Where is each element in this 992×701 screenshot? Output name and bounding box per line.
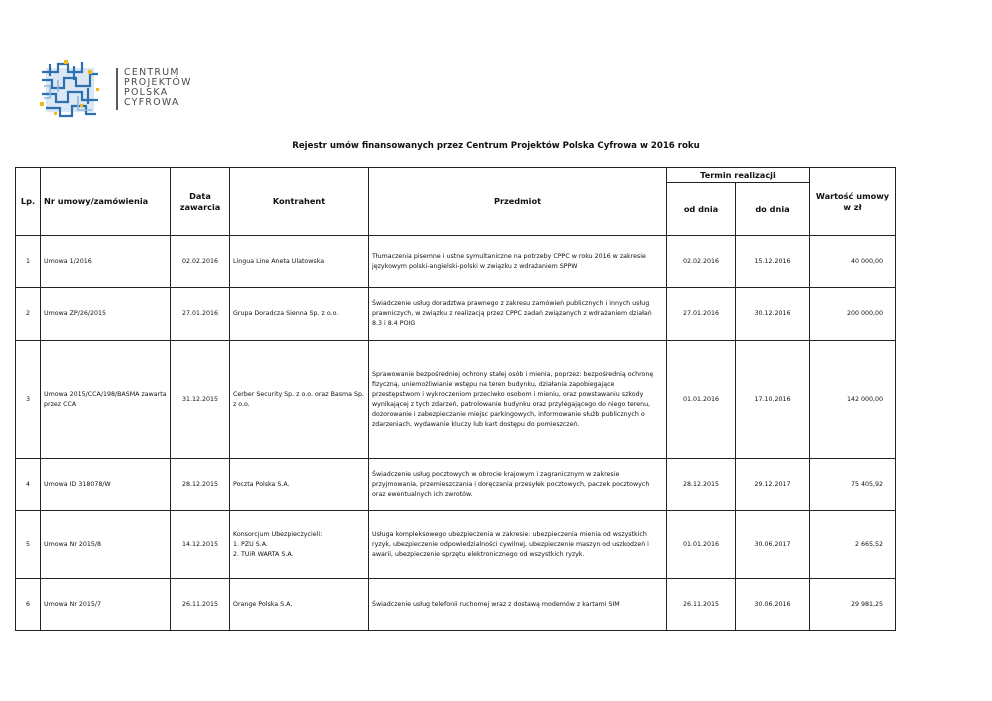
cell-do: 30.06.2016 (736, 579, 810, 631)
cell-do: 17.10.2016 (736, 341, 810, 459)
header-od: od dnia (667, 183, 736, 236)
header-przedmiot: Przedmiot (369, 168, 667, 236)
cell-od: 26.11.2015 (667, 579, 736, 631)
cell-od: 28.12.2015 (667, 459, 736, 511)
kontrahent-line: Konsorcjum Ubezpieczycieli: (233, 530, 323, 538)
cell-do: 30.12.2016 (736, 288, 810, 341)
cell-przedmiot: Świadczenie usług pocztowych w obrocie krajowym i zagranicznym w zakresie przyjmowania, przemieszczania i doręczania przesyłek pocztowych, paczek pocztowych oraz ewentualnych ich zwrotów. (369, 459, 667, 511)
cell-lp: 3 (16, 341, 41, 459)
cell-kontrahent: Orange Polska S.A. (230, 579, 369, 631)
header-wartosc: Wartość umowy w zł (810, 168, 896, 236)
table-row (16, 288, 896, 341)
cell-kontrahent: Grupa Doradcza Sienna Sp. z o.o. (230, 288, 369, 341)
cell-nr: Umowa ID 318078/W (41, 459, 171, 511)
logo-line: POLSKA (124, 87, 169, 98)
logo (38, 58, 218, 120)
cell-przedmiot: Świadczenie usług telefonii ruchomej wraz z dostawą modemów z kartami SIM (369, 579, 667, 631)
cell-lp: 1 (16, 236, 41, 288)
cell-kontrahent (230, 511, 369, 579)
logo-line: CENTRUM (124, 67, 180, 78)
header-nr: Nr umowy/zamówienia (41, 168, 171, 236)
cell-wartosc: 75 405,92 (810, 459, 896, 511)
header-termin: Termin realizacji (667, 168, 810, 183)
cell-kontrahent: Poczta Polska S.A. (230, 459, 369, 511)
cell-kontrahent: Cerber Security Sp. z o.o. oraz Basma Sp. z o.o. (230, 341, 369, 459)
table-row (16, 459, 896, 511)
cell-nr: Umowa 1/2016 (41, 236, 171, 288)
cell-od: 01.01.2016 (667, 341, 736, 459)
cell-nr: Umowa Nr 2015/8 (41, 511, 171, 579)
cell-wartosc: 2 665,52 (810, 511, 896, 579)
cell-przedmiot: Sprawowanie bezpośredniej ochrony stałej osób i mienia, poprzez: bezpośrednią ochronę fizyczną, uniemożliwianie wstępu na teren budynku, działania zapobiegające przestępstwom i wykroczeniom przeciwko osobom i mieniu, oraz powstawaniu szkody wynikającej z tych zdarzeń, patrolowanie budynku oraz przylegającego do niego terenu, dozorowanie i zabezpieczanie miejsc parkingowych, informowanie służb publicznych o zdarzeniach, wydawanie kluczy lub kart dostępu do pomieszczeń. (369, 341, 667, 459)
cell-kontrahent: Lingua Line Aneta Ulatowska (230, 236, 369, 288)
table-row (16, 236, 896, 288)
table-row (16, 511, 896, 579)
cell-nr: Umowa Nr 2015/7 (41, 579, 171, 631)
cell-data: 14.12.2015 (171, 511, 230, 579)
table-row (16, 579, 896, 631)
cell-wartosc: 29 981,25 (810, 579, 896, 631)
cell-do: 29.12.2017 (736, 459, 810, 511)
cell-data: 27.01.2016 (171, 288, 230, 341)
header-data: Data zawarcia (171, 168, 230, 236)
header-kontrahent: Kontrahent (230, 168, 369, 236)
cell-lp: 2 (16, 288, 41, 341)
cell-nr: Umowa ZP/26/2015 (41, 288, 171, 341)
contracts-table (15, 167, 896, 631)
document-title: Rejestr umów finansowanych przez Centrum Projektów Polska Cyfrowa w 2016 roku (292, 141, 700, 151)
cell-data: 31.12.2015 (171, 341, 230, 459)
cell-do: 15.12.2016 (736, 236, 810, 288)
cell-lp: 5 (16, 511, 41, 579)
logo-line: CYFROWA (124, 97, 180, 108)
kontrahent-line: 2. TUiR WARTA S.A. (233, 550, 294, 558)
logo-divider (116, 68, 118, 110)
cell-przedmiot: Tłumaczenia pisemne i ustne symultaniczne na potrzeby CPPC w roku 2016 w zakresie językowym polski-angielski-polski w związku z wdrażaniem SPPW (369, 236, 667, 288)
cell-od: 27.01.2016 (667, 288, 736, 341)
cell-do: 30.06.2017 (736, 511, 810, 579)
cell-lp: 4 (16, 459, 41, 511)
header-lp: Lp. (16, 168, 41, 236)
cell-lp: 6 (16, 579, 41, 631)
logo-text (124, 68, 192, 108)
cell-wartosc: 142 000,00 (810, 341, 896, 459)
table-row (16, 341, 896, 459)
cell-przedmiot: Świadczenie usług doradztwa prawnego z zakresu zamówień publicznych i innych usług prawniczych, w związku z realizacją przez CPPC zadań związanych z wdrażaniem działań 8.3 i 8.4 POIG (369, 288, 667, 341)
cell-od: 02.02.2016 (667, 236, 736, 288)
header-do: do dnia (736, 183, 810, 236)
logo-mark-icon (38, 58, 102, 120)
cell-data: 26.11.2015 (171, 579, 230, 631)
cell-data: 02.02.2016 (171, 236, 230, 288)
kontrahent-line: 1. PZU S.A. (233, 540, 268, 548)
cell-wartosc: 200 000,00 (810, 288, 896, 341)
cell-przedmiot: Usługa kompleksowego ubezpieczenia w zakresie: ubezpieczenia mienia od wszystkich ryzyk, ubezpieczenie odpowiedzialności cywilnej, ubezpieczenie maszyn od uszkodzeń i awarii, ubezpieczenie sprzętu elektronicznego od wszystkich ryzyk. (369, 511, 667, 579)
logo-line: PROJEKTÓW (124, 77, 192, 88)
cell-data: 28.12.2015 (171, 459, 230, 511)
cell-nr: Umowa 2015/CCA/198/BASMA zawarta przez CCA (41, 341, 171, 459)
cell-od: 01.01.2016 (667, 511, 736, 579)
cell-wartosc: 40 000,00 (810, 236, 896, 288)
